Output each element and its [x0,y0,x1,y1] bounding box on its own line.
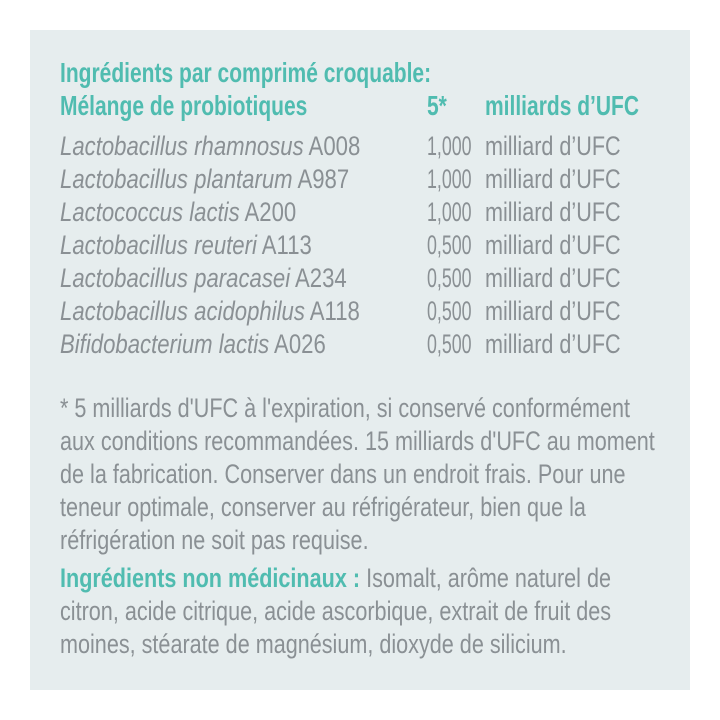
row-value-cell [427,328,485,361]
table-row [60,196,675,229]
row-unit: milliard d’UFC [485,296,621,326]
row-name-cell [60,196,427,229]
footnote-line: aux conditions recommandées. 15 milliards d'UFC au moment [60,426,655,456]
row-unit-cell [485,130,675,163]
non-medicinal-text: citron, acide citrique, acide ascorbique, extrait de fruit des [60,596,612,626]
row-value: 1,000 [427,131,472,161]
row-unit: milliard d’UFC [485,263,621,293]
row-unit-cell [485,196,675,229]
mix-unit: milliards d’UFC [485,90,640,121]
table-row [60,295,675,328]
footnote-line: réfrigération ne soit pas requise. [60,525,369,555]
row-name-cell [60,262,427,295]
row-unit: milliard d’UFC [485,329,621,359]
row-value: 1,000 [427,164,472,194]
row-value: 0,500 [427,329,472,359]
table-row [60,130,675,163]
table-row [60,163,675,196]
mix-label: Mélange de probiotiques [60,90,308,121]
strain-code: A008 [308,131,361,161]
strain-code: A026 [274,329,326,359]
species-name: Lactobacillus rhamnosus [60,131,304,161]
row-value: 0,500 [427,230,472,260]
row-name-cell [60,163,427,196]
non-medicinal-line [60,595,675,628]
non-medicinal-line [60,562,675,595]
strain-code: A113 [261,230,312,260]
strain-code: A200 [244,197,297,227]
non-medicinal-text: Isomalt, arôme naturel de [366,563,611,593]
mix-value-cell [427,89,485,122]
strain-code: A234 [295,263,347,293]
footnote-line: de la fabrication. Conserver dans un endroit frais. Pour une [60,459,626,489]
row-value: 1,000 [427,197,472,227]
ingredients-title [60,56,675,89]
storage-footnote [60,392,675,557]
row-value-cell [427,229,485,262]
row-unit-cell [485,229,675,262]
mix-label-cell [60,89,427,122]
row-unit-cell [485,262,675,295]
row-name-cell [60,130,427,163]
probiotics-table [60,130,675,361]
table-row [60,328,675,361]
row-value-cell [427,262,485,295]
row-name-cell [60,295,427,328]
table-row [60,229,675,262]
species-name: Bifidobacterium lactis [60,329,270,359]
species-name: Lactococcus lactis [60,197,240,227]
row-value-cell [427,196,485,229]
row-value: 0,500 [427,296,472,326]
row-unit: milliard d’UFC [485,131,621,161]
row-unit-cell [485,328,675,361]
species-name: Lactobacillus paracasei [60,263,291,293]
row-unit: milliard d’UFC [485,164,621,194]
row-value: 0,500 [427,263,472,293]
ingredients-title-text: Ingrédients par comprimé croquable: [60,57,432,88]
strain-code: A987 [297,164,350,194]
table-row [60,262,675,295]
species-name: Lactobacillus reuteri [60,230,257,260]
footnote-line: * 5 milliards d'UFC à l'expiration, si conservé conformément [60,393,631,423]
row-unit: milliard d’UFC [485,197,621,227]
non-medicinal-label: Ingrédients non médicinaux : [60,563,361,593]
row-unit-cell [485,295,675,328]
species-name: Lactobacillus acidophilus [60,296,305,326]
strain-code: A118 [309,296,360,326]
mix-value: 5* [427,90,447,121]
row-unit-cell [485,163,675,196]
footnote-line: teneur optimale, conserver au réfrigérateur, bien que la [60,492,586,522]
row-value-cell [427,130,485,163]
label-panel [30,30,690,690]
mix-unit-cell [485,89,690,122]
row-value-cell [427,295,485,328]
non-medicinal-line [60,628,675,661]
species-name: Lactobacillus plantarum [60,164,293,194]
label-content [60,56,675,661]
non-medicinal-section [60,562,675,661]
row-name-cell [60,328,427,361]
non-medicinal-text: moines, stéarate de magnésium, dioxyde de silicium. [60,629,567,659]
row-value-cell [427,163,485,196]
row-name-cell [60,229,427,262]
row-unit: milliard d’UFC [485,230,621,260]
probiotic-mix-row [60,89,675,122]
